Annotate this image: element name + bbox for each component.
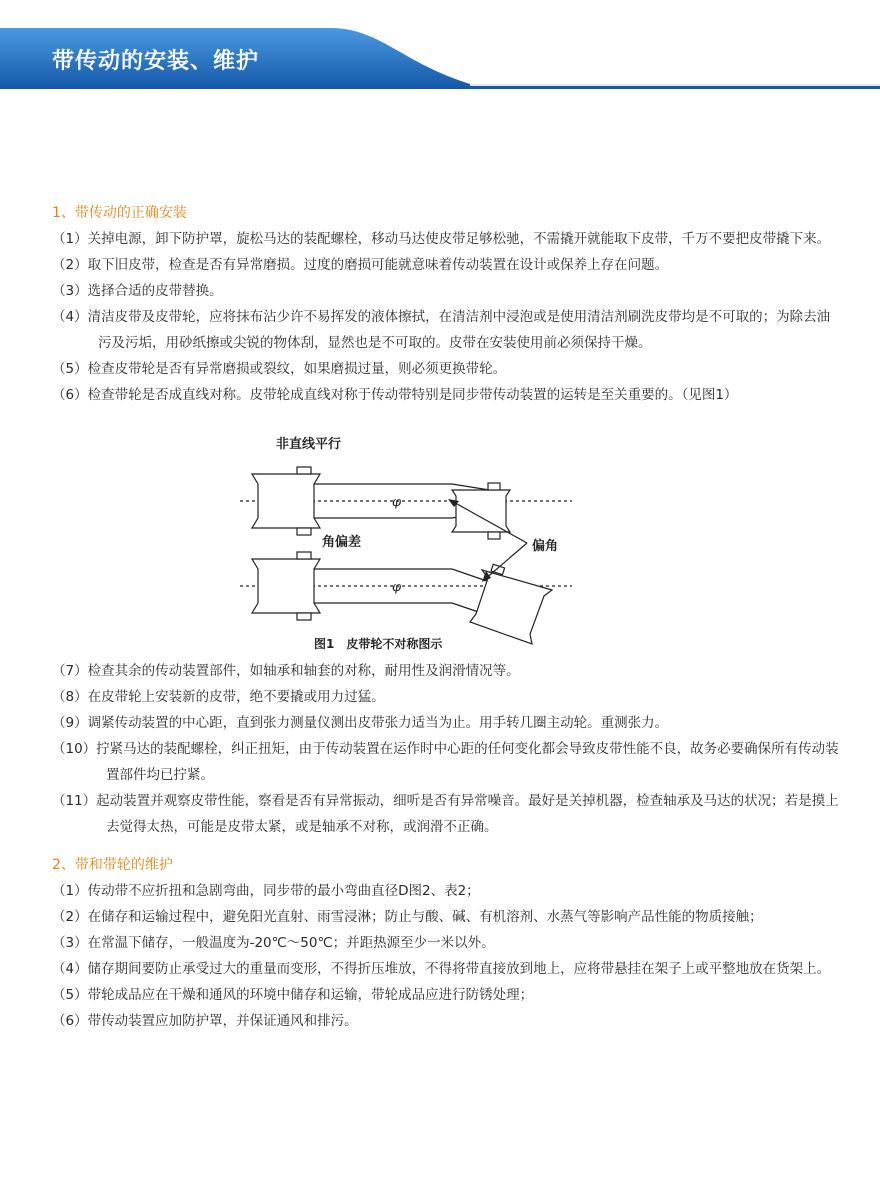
- list-item: （6）检查带轮是否成直线对称。皮带轮成直线对称于传动带特别是同步带传动装置的运转是至关重要的。（见图1）: [52, 387, 738, 403]
- list-item: （4）清洁皮带及皮带轮，应将抹布沾少许不易挥发的液体擦拭，在清洁剂中浸泡或是使用清洁剂刷洗皮带均是不可取的；为除去油污及污垢，用砂纸擦或尖锐的物体刮，显然也是不可取的。皮带在安装使用前必须保持干燥。: [52, 309, 831, 351]
- list-item: （7）检查其余的传动装置部件，如轴承和轴套的对称，耐用性及润滑情况等。: [52, 663, 520, 679]
- figure-pulley-misalignment: [52, 408, 842, 658]
- list-item: （3）在常温下储存，一般温度为-20℃～50℃；并距热源至少一米以外。: [52, 935, 495, 951]
- label-offset-angle: 偏角: [532, 539, 559, 554]
- list-item: （3）选择合适的皮带替换。: [52, 283, 223, 299]
- section-title-maintenance: 2、带和带轮的维护: [52, 857, 173, 873]
- list-item: （4）储存期间要防止承受过大的重量而变形，不得折压堆放，不得将带直接放到地上，应将带悬挂在架子上或平整地放在货架上。: [52, 961, 831, 977]
- symbol-phi-top: φ: [392, 495, 402, 510]
- page-header: [0, 0, 880, 100]
- figure-caption: 图1 皮带轮不对称图示: [314, 637, 443, 651]
- list-item: （8）在皮带轮上安装新的皮带，绝不要撬或用力过猛。: [52, 689, 385, 705]
- list-item: （11）起动装置并观察皮带性能，察看是否有异常振动，细听是否有异常噪音。最好是关掉机器，检查轴承及马达的状况；若是摸上去觉得太热，可能是皮带太紧，或是轴承不对称，或润滑不正确。: [52, 793, 839, 835]
- list-item: （2）取下旧皮带，检查是否有异常磨损。过度的磨损可能就意味着传动装置在设计或保养上存在问题。: [52, 257, 669, 273]
- list-item: （1）传动带不应折扭和急剧弯曲，同步带的最小弯曲直径D图2、表2；: [52, 883, 480, 899]
- list-item: （5）检查皮带轮是否有异常磨损或裂纹，如果磨损过量，则必须更换带轮。: [52, 361, 507, 377]
- label-angle-deviation: 角偏差: [322, 535, 362, 550]
- page-title: 带传动的安装、维护: [52, 49, 260, 74]
- list-item: （1）关掉电源，卸下防护罩，旋松马达的装配螺栓，移动马达使皮带足够松驰，不需撬开就能取下皮带，千万不要把皮带撬下来。: [52, 231, 831, 247]
- section-title-install: 1、带传动的正确安装: [52, 205, 187, 221]
- main-content: [52, 200, 842, 1034]
- list-item: （6）带传动装置应加防护罩，并保证通风和排污。: [52, 1013, 358, 1029]
- list-item: （5）带轮成品应在干燥和通风的环境中储存和运输，带轮成品应进行防锈处理；: [52, 987, 534, 1003]
- symbol-phi-bottom: φ: [392, 580, 402, 595]
- list-item: （10）拧紧马达的装配螺栓，纠正扭矩，由于传动装置在运作时中心距的任何变化都会导致皮带性能不良，故务必要确保所有传动装置部件均已拧紧。: [52, 741, 839, 783]
- list-item: （9）调紧传动装置的中心距，直到张力测量仪测出皮带张力适当为止。用手转几圈主动轮。重测张力。: [52, 715, 669, 731]
- label-non-parallel: 非直线平行: [276, 437, 342, 452]
- list-item: （2）在储存和运输过程中，避免阳光直射、雨雪浸淋；防止与酸、碱、有机溶剂、水蒸气等影响产品性能的物质接触；: [52, 909, 763, 925]
- pulley-diagram: [52, 408, 842, 658]
